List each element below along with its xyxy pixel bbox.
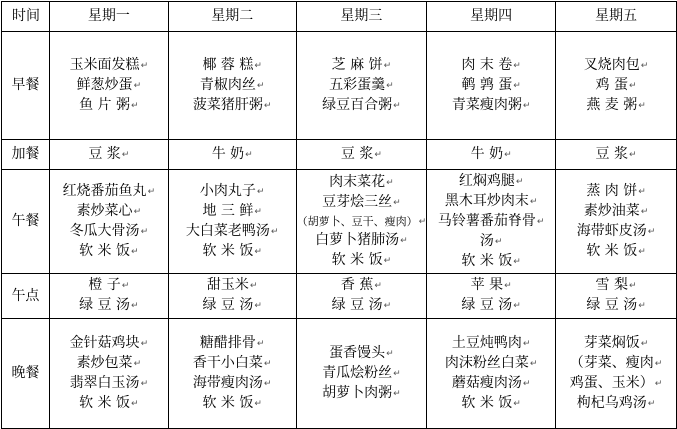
- dish-text: 肉 末 卷: [461, 56, 513, 73]
- dish-list: [427, 172, 555, 272]
- return-mark-icon: ↵: [638, 186, 646, 197]
- return-mark-icon: ↵: [640, 338, 649, 349]
- dish-line: [586, 182, 645, 202]
- dish-text: 牛 奶: [470, 145, 504, 162]
- dish-line: [584, 202, 649, 222]
- return-mark-icon: ↵: [640, 60, 649, 71]
- return-mark-icon: ↵: [638, 301, 646, 311]
- return-mark-icon: ↵: [256, 80, 265, 91]
- dish-list: [169, 276, 296, 316]
- dish-text: 青椒肉丝: [199, 76, 256, 93]
- dish-list: [169, 334, 296, 414]
- return-mark-icon: ↵: [513, 398, 521, 409]
- dish-line: [77, 202, 142, 222]
- dish-line: [322, 193, 401, 213]
- return-mark-icon: ↵: [254, 398, 262, 409]
- day-header-thu: 星期四: [427, 2, 556, 32]
- return-mark-icon: ↵: [386, 177, 394, 188]
- menu-cell: [168, 32, 296, 140]
- return-mark-icon: ↵: [254, 246, 262, 257]
- dish-text: 菠菜猪肝粥: [192, 96, 263, 113]
- return-mark-icon: ↵: [522, 338, 531, 349]
- return-mark-icon: ↵: [504, 149, 512, 160]
- return-mark-icon: ↵: [628, 149, 637, 160]
- return-mark-icon: ↵: [654, 358, 663, 369]
- breakfast-label: 早餐: [2, 32, 50, 140]
- dish-list: [169, 182, 296, 262]
- return-mark-icon: ↵: [628, 281, 637, 291]
- return-mark-icon: ↵: [418, 216, 427, 227]
- dish-line: [70, 374, 149, 394]
- dish-line: [79, 96, 138, 116]
- dish-line: [329, 344, 394, 364]
- dish-line: [577, 222, 656, 242]
- menu-body: [2, 32, 677, 429]
- dish-line: [193, 96, 272, 116]
- day-header-tue: 星期二: [168, 2, 296, 32]
- dish-line: [332, 251, 391, 271]
- day-header-fri: 星期五: [556, 2, 677, 32]
- time-header: 时间: [2, 2, 50, 32]
- dish-line: [79, 296, 138, 316]
- snack-label: 加餐: [2, 140, 50, 170]
- dish-list: [556, 334, 676, 414]
- dish-text: 绿 豆 汤: [586, 297, 638, 313]
- return-mark-icon: ↵: [529, 196, 538, 207]
- menu-cell: [296, 274, 427, 319]
- dish-line: [461, 56, 520, 76]
- dish-text: 椰 蓉 糕: [202, 56, 254, 73]
- dish-line: [200, 334, 265, 354]
- dish-list: [427, 56, 555, 116]
- return-mark-icon: ↵: [386, 80, 394, 91]
- dish-line: [461, 76, 520, 96]
- breakfast-row: [2, 32, 677, 140]
- dish-line: [461, 296, 520, 316]
- weekly-menu-table: [1, 1, 677, 429]
- dish-text: 海带瘦肉汤: [192, 374, 263, 391]
- menu-cell: [427, 170, 556, 274]
- dish-line: [452, 374, 531, 394]
- dish-line: [315, 231, 408, 251]
- return-mark-icon: ↵: [263, 358, 272, 369]
- return-mark-icon: ↵: [133, 206, 142, 217]
- return-mark-icon: ↵: [121, 149, 130, 160]
- dish-line: [596, 145, 637, 165]
- return-mark-icon: ↵: [140, 378, 149, 389]
- dish-text: 叉烧肉包: [583, 56, 640, 73]
- return-mark-icon: ↵: [121, 281, 130, 291]
- dish-text: 冬瓜大骨汤: [69, 222, 140, 239]
- menu-cell: [296, 319, 427, 429]
- dish-text: 燕 麦 粥: [586, 96, 638, 113]
- return-mark-icon: ↵: [647, 226, 656, 237]
- return-mark-icon: ↵: [140, 60, 149, 71]
- dish-line: [79, 242, 138, 262]
- return-mark-icon: ↵: [140, 338, 149, 349]
- return-mark-icon: ↵: [383, 255, 392, 266]
- dish-text: 胡萝卜肉粥: [322, 384, 393, 401]
- return-mark-icon: ↵: [515, 176, 524, 187]
- dish-text: 芝 麻 饼: [331, 56, 383, 73]
- dish-text: 金针菇鸡块: [69, 334, 140, 351]
- dish-line: [332, 296, 391, 316]
- dish-line: [202, 242, 261, 262]
- dish-line: [471, 145, 512, 165]
- dish-line: [584, 334, 649, 354]
- dish-line: [332, 56, 391, 76]
- dish-line: [471, 276, 512, 296]
- menu-cell: [427, 274, 556, 319]
- dish-line: [459, 172, 524, 192]
- dish-line: [586, 96, 645, 116]
- return-mark-icon: ↵: [133, 80, 142, 91]
- dish-text: 牛 奶: [211, 145, 245, 162]
- dish-line: [193, 354, 272, 374]
- dish-line: [88, 145, 129, 165]
- dish-text: 蘑菇瘦肉汤: [451, 374, 522, 391]
- dish-text: 青菜瘦肉粥: [451, 96, 522, 113]
- dish-text: 五彩蛋羹: [329, 76, 386, 93]
- dish-line: [570, 374, 663, 394]
- return-mark-icon: ↵: [131, 398, 139, 409]
- return-mark-icon: ↵: [374, 281, 382, 291]
- return-mark-icon: ↵: [638, 100, 646, 111]
- return-mark-icon: ↵: [647, 398, 656, 409]
- dish-text: 鸡蛋、玉米）: [569, 374, 654, 391]
- dish-text: 绿 豆 汤: [79, 297, 131, 313]
- dish-list: [50, 56, 168, 116]
- dish-line: [341, 276, 382, 296]
- dish-text: 蒸 肉 饼: [586, 182, 638, 199]
- dish-text: 白萝卜猪肺汤: [315, 231, 400, 248]
- return-mark-icon: ↵: [513, 80, 521, 91]
- dish-text: 软 米 饭: [202, 242, 254, 259]
- return-mark-icon: ↵: [270, 226, 279, 237]
- dinner-label: 晚餐: [2, 319, 50, 429]
- menu-cell: [49, 274, 168, 319]
- dish-line: [202, 202, 261, 222]
- dish-text: 肉沫粉丝白菜: [444, 354, 529, 371]
- return-mark-icon: ↵: [249, 281, 258, 291]
- dish-line: [452, 334, 531, 354]
- dish-text: （胡萝卜、豆干、瘦肉）: [296, 214, 418, 228]
- return-mark-icon: ↵: [374, 149, 382, 160]
- return-mark-icon: ↵: [640, 206, 649, 217]
- dish-line: [596, 276, 637, 296]
- menu-cell: [49, 319, 168, 429]
- dish-text: 绿豆百合粥: [322, 96, 393, 113]
- return-mark-icon: ↵: [393, 197, 401, 208]
- dish-text: 芽菜焖饭: [583, 334, 640, 351]
- dish-list: [556, 145, 676, 165]
- dish-text: 鲜葱炒蛋: [76, 76, 133, 93]
- return-mark-icon: ↵: [133, 358, 142, 369]
- menu-cell: [168, 170, 296, 274]
- return-mark-icon: ↵: [383, 60, 392, 71]
- return-mark-icon: ↵: [522, 100, 531, 111]
- menu-cell: [427, 32, 556, 140]
- dish-line: [70, 334, 149, 354]
- dish-line: [329, 173, 394, 193]
- dish-text: 小肉丸子: [199, 182, 256, 199]
- dish-text: 苹 果: [470, 277, 504, 293]
- dish-line: [586, 242, 645, 262]
- dish-list: [556, 182, 676, 262]
- dish-text: 软 米 饭: [79, 394, 131, 411]
- return-mark-icon: ↵: [254, 60, 262, 71]
- return-mark-icon: ↵: [393, 100, 401, 111]
- menu-cell: [556, 140, 677, 170]
- return-mark-icon: ↵: [504, 281, 512, 291]
- return-mark-icon: ↵: [254, 301, 262, 311]
- dish-line: [329, 76, 394, 96]
- dish-list: [427, 145, 555, 165]
- header-row: [2, 2, 677, 32]
- lunch-row: [2, 170, 677, 274]
- dish-line: [341, 145, 382, 165]
- dish-text: 红焖鸡腿: [458, 172, 515, 189]
- dish-text: 大白菜老鸭汤: [185, 222, 270, 239]
- return-mark-icon: ↵: [393, 388, 401, 399]
- dish-text: 软 米 饭: [202, 394, 254, 411]
- dish-text: 素炒包菜: [76, 354, 133, 371]
- return-mark-icon: ↵: [256, 186, 265, 197]
- dish-line: [212, 145, 253, 165]
- dish-text: 地 三 鲜: [202, 202, 254, 219]
- dish-text: 马铃薯番茄脊骨: [437, 212, 536, 229]
- dish-text: 绿 豆 汤: [461, 297, 513, 313]
- menu-cell: [49, 32, 168, 140]
- dish-text: 软 米 饭: [461, 252, 513, 269]
- menu-cell: [556, 274, 677, 319]
- dish-text: 土豆炖鸭肉: [451, 334, 522, 351]
- return-mark-icon: ↵: [245, 149, 253, 160]
- dish-list: [427, 276, 555, 316]
- return-mark-icon: ↵: [140, 226, 149, 237]
- return-mark-icon: ↵: [383, 301, 392, 311]
- return-mark-icon: ↵: [263, 100, 272, 111]
- dish-text: 玉米面发糕: [69, 56, 140, 73]
- dish-line: [63, 182, 156, 202]
- dish-list: [50, 182, 168, 262]
- dish-text: 豆 浆: [340, 145, 374, 162]
- day-header-wed: 星期三: [296, 2, 427, 32]
- afternoon-snack-row: [2, 274, 677, 319]
- dish-text: 香干小白菜: [192, 354, 263, 371]
- dish-text: 汤: [479, 232, 494, 249]
- dish-text: 雪 梨: [595, 277, 628, 293]
- dish-list: [297, 145, 427, 165]
- dish-line: [480, 232, 503, 252]
- dish-text: 翡翠白玉汤: [69, 374, 140, 391]
- dish-text: 鸡 蛋: [595, 76, 628, 93]
- dish-text: 豆 浆: [595, 145, 628, 162]
- dish-text: 枸杞乌鸡汤: [576, 394, 647, 411]
- dish-text: 豆 浆: [88, 145, 121, 162]
- menu-cell: [556, 170, 677, 274]
- return-mark-icon: ↵: [254, 206, 262, 217]
- dish-line: [438, 212, 545, 232]
- dish-line: [88, 276, 129, 296]
- dish-list: [169, 145, 296, 165]
- dish-list: [50, 334, 168, 414]
- return-mark-icon: ↵: [513, 256, 521, 267]
- dish-line: [322, 384, 401, 404]
- dish-line: [577, 394, 656, 414]
- dish-line: [70, 56, 149, 76]
- dish-list: [556, 56, 676, 116]
- return-mark-icon: ↵: [393, 368, 401, 379]
- dish-text: 软 米 饭: [461, 394, 513, 411]
- dish-line: [77, 76, 142, 96]
- lunch-label: 午餐: [2, 170, 50, 274]
- dish-list: [427, 334, 555, 414]
- dish-list: [297, 173, 427, 271]
- dish-list: [297, 344, 427, 404]
- menu-cell: [427, 140, 556, 170]
- dish-line: [70, 222, 149, 242]
- dish-text: 橙 子: [88, 277, 121, 293]
- dish-list: [556, 276, 676, 316]
- dish-line: [452, 96, 531, 116]
- dish-text: 素炒油菜: [583, 202, 640, 219]
- dish-line: [322, 96, 401, 116]
- dish-list: [297, 56, 427, 116]
- menu-cell: [168, 140, 296, 170]
- return-mark-icon: ↵: [536, 216, 545, 227]
- dish-list: [50, 276, 168, 316]
- dish-line: [193, 374, 272, 394]
- return-mark-icon: ↵: [522, 378, 531, 389]
- snack-row: [2, 140, 677, 170]
- menu-cell: [296, 32, 427, 140]
- day-header-mon: 星期一: [49, 2, 168, 32]
- dish-text: 豆芽烩三丝: [322, 193, 393, 210]
- dish-list: [297, 276, 427, 316]
- dish-line: [297, 213, 427, 231]
- dish-line: [202, 394, 261, 414]
- menu-cell: [556, 319, 677, 429]
- dish-line: [186, 222, 279, 242]
- menu-cell: [49, 170, 168, 274]
- menu-cell: [296, 170, 427, 274]
- return-mark-icon: ↵: [131, 100, 139, 111]
- dish-line: [200, 182, 265, 202]
- dish-text: 香 蕉: [340, 277, 374, 293]
- dish-line: [207, 276, 258, 296]
- return-mark-icon: ↵: [494, 236, 503, 247]
- dish-text: 红烧番茄鱼丸: [62, 182, 147, 199]
- dish-text: 软 米 饭: [331, 251, 383, 268]
- return-mark-icon: ↵: [513, 301, 521, 311]
- dish-text: （芽菜、瘦肉: [569, 354, 654, 371]
- dish-line: [202, 56, 261, 76]
- dish-text: 鱼 片 粥: [79, 96, 131, 113]
- dish-line: [461, 394, 520, 414]
- dish-text: 糖醋排骨: [199, 334, 256, 351]
- dish-line: [200, 76, 265, 96]
- return-mark-icon: ↵: [256, 338, 265, 349]
- dish-text: 软 米 饭: [586, 242, 638, 259]
- dish-text: 黑木耳炒肉末: [444, 192, 529, 209]
- dish-line: [77, 354, 142, 374]
- dish-list: [169, 56, 296, 116]
- dish-text: 绿 豆 汤: [331, 297, 383, 313]
- dish-line: [445, 192, 538, 212]
- return-mark-icon: ↵: [654, 378, 663, 389]
- dish-line: [322, 364, 401, 384]
- return-mark-icon: ↵: [263, 378, 272, 389]
- dish-list: [50, 145, 168, 165]
- dish-text: 甜玉米: [206, 277, 249, 293]
- menu-cell: [49, 140, 168, 170]
- dish-line: [445, 354, 538, 374]
- return-mark-icon: ↵: [628, 80, 637, 91]
- menu-cell: [556, 32, 677, 140]
- dish-text: 海带虾皮汤: [576, 222, 647, 239]
- menu-cell: [168, 319, 296, 429]
- menu-cell: [296, 140, 427, 170]
- menu-cell: [168, 274, 296, 319]
- dish-text: 肉末菜花: [329, 173, 386, 190]
- afternoon-snack-label: 午点: [2, 274, 50, 319]
- dish-line: [570, 354, 663, 374]
- dish-text: 蛋香馒头: [329, 344, 386, 361]
- return-mark-icon: ↵: [529, 358, 538, 369]
- dish-line: [586, 296, 645, 316]
- dish-text: 软 米 饭: [79, 242, 131, 259]
- dish-line: [596, 76, 637, 96]
- return-mark-icon: ↵: [400, 235, 408, 246]
- dish-text: 绿 豆 汤: [202, 297, 254, 313]
- dish-line: [461, 252, 520, 272]
- return-mark-icon: ↵: [513, 60, 521, 71]
- dish-text: 鹌 鹑 蛋: [461, 76, 513, 93]
- dish-line: [79, 394, 138, 414]
- dinner-row: [2, 319, 677, 429]
- dish-text: 素炒菜心: [76, 202, 133, 219]
- return-mark-icon: ↵: [147, 186, 156, 197]
- return-mark-icon: ↵: [638, 246, 646, 257]
- dish-text: 青瓜烩粉丝: [322, 364, 393, 381]
- menu-cell: [427, 319, 556, 429]
- return-mark-icon: ↵: [131, 246, 139, 257]
- return-mark-icon: ↵: [386, 348, 394, 359]
- dish-line: [202, 296, 261, 316]
- dish-line: [584, 56, 649, 76]
- return-mark-icon: ↵: [131, 301, 139, 311]
